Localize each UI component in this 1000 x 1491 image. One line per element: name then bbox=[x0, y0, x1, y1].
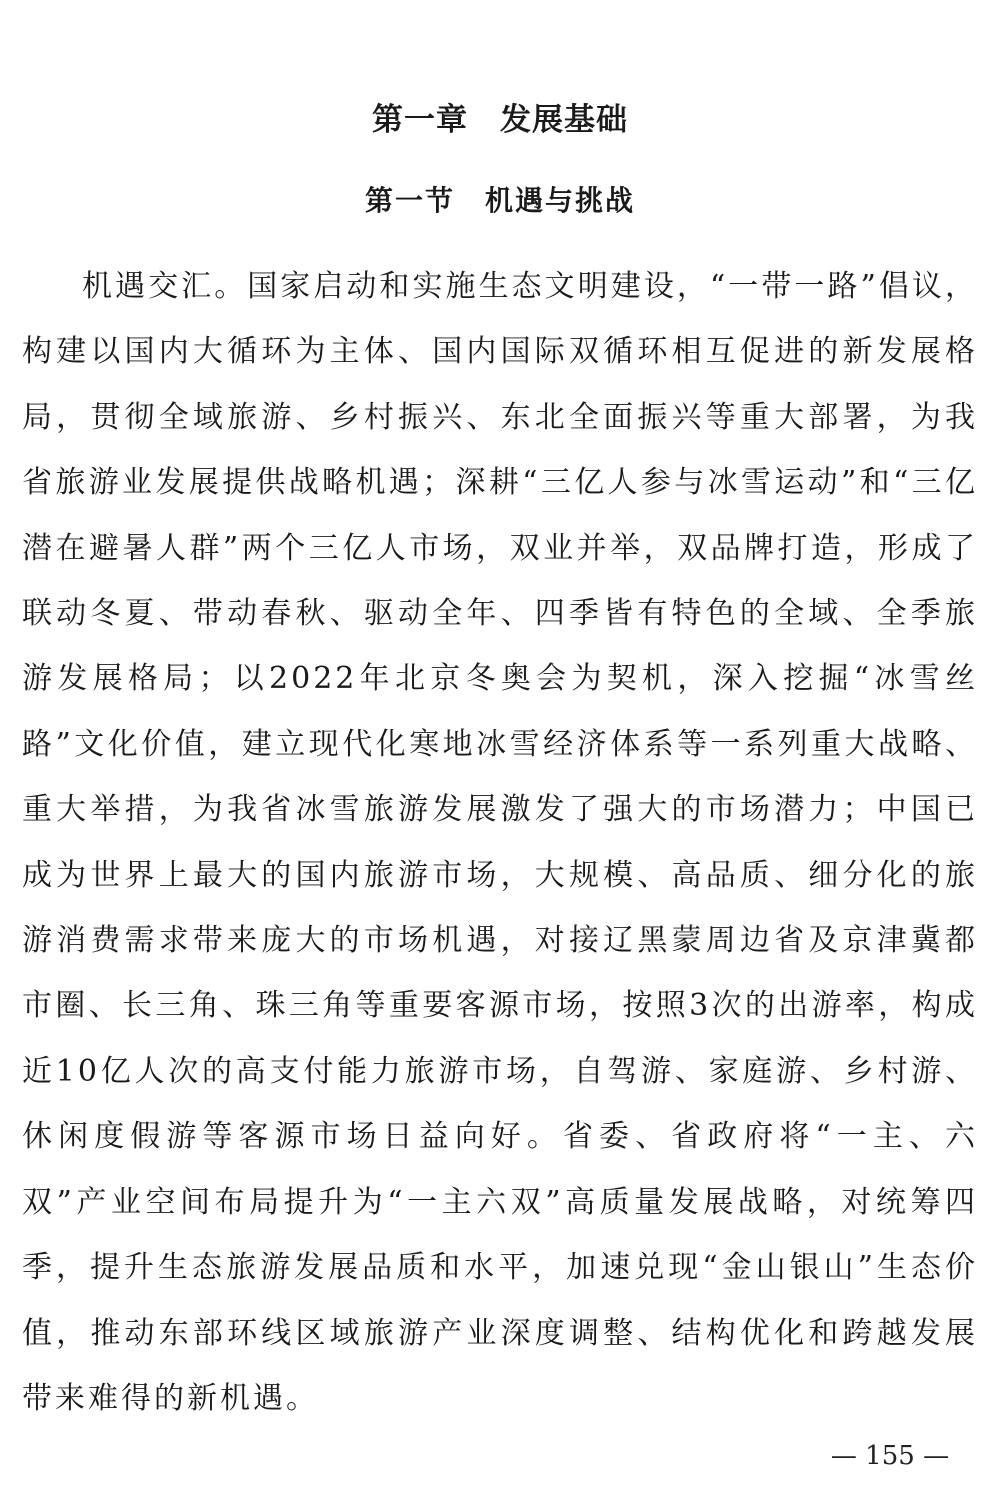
page-number: — 155 — bbox=[830, 1441, 950, 1471]
body-paragraph: 机遇交汇。国家启动和实施生态文明建设，“一带一路”倡议，构建以国内大循环为主体、国内国际双循环相互促进的新发展格局，贯彻全域旅游、乡村振兴、东北全面振兴等重大部署，为我省旅游业发展提供战略机遇；深耕“三亿人参与冰雪运动”和“三亿潜在避暑人群”两个三亿人市场，双业并举，双品牌打造，形成了联动冬夏、带动春秋、驱动全年、四季皆有特色的全域、全季旅游发展格局；以2022年北京冬奥会为契机，深入挖掘“冰雪丝路”文化价值，建立现代化寒地冰雪经济体系等一系列重大战略、重大举措，为我省冰雪旅游发展激发了强大的市场潜力；中国已成为世界上最大的国内旅游市场，大规模、高品质、细分化的旅游消费需求带来庞大的市场机遇，对接辽黑蒙周边省及京津冀都市圈、长三角、珠三角等重要客源市场，按照3次的出游率，构成近10亿人次的高支付能力旅游市场，自驾游、家庭游、乡村游、休闲度假游等客源市场日益向好。省委、省政府将“一主、六双”产业空间布局提升为“一主六双”高质量发展战略，对统筹四季，提升生态旅游发展品质和水平，加速兑现“金山银山”生态价值，推动东部环线区域旅游产业深度调整、结构优化和跨越发展带来难得的新机遇。 bbox=[22, 269, 978, 1416]
chapter-title: 第一章 发展基础 bbox=[372, 102, 628, 138]
section-title: 第一节 机遇与挑战 bbox=[364, 184, 635, 217]
